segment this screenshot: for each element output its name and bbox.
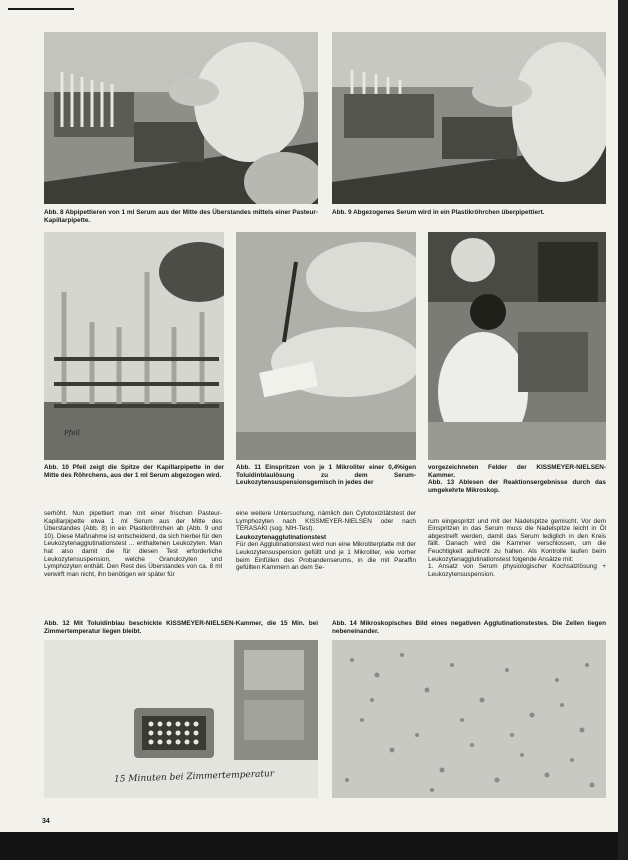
caption-abb14: Abb. 14 Mikroskopisches Bild eines negativen Agglutinationstestes. Die Zellen liegen nebeneinander. [332, 620, 606, 635]
photo-abb14 [332, 640, 606, 798]
caption-abb8: Abb. 8 Abpipettieren von 1 ml Serum aus der Mitte des Überstandes mittels einer Pasteur-Kapillarpipette. [44, 209, 318, 224]
handwritten-note: 15 Minuten bei Zimmertemperatur [113, 769, 275, 785]
photo-abb10 [44, 232, 224, 460]
caption-abb13: Abb. 13 Ablesen der Reaktionsergebnisse durch das umgekehrte Mikroskop. [428, 479, 606, 494]
body-column-1 [44, 510, 222, 578]
caption-abb9: Abb. 9 Abgezogenes Serum wird in ein Plastikröhrchen überpipettiert. [332, 209, 545, 216]
caption-abb11: Abb. 11 Einspritzen von je 1 Mikroliter einer 0,4%igen Toluidinblaulösung zu dem Serum-Leukozytensuspensionsgemisch in jedes der [236, 464, 416, 487]
caption-abb10: Abb. 10 Pfeil zeigt die Spitze der Kapillarpipette in der Mitte des Röhrchens, aus der 1 ml Serum abgezogen wird. [44, 464, 224, 479]
scan-edge-bottom [0, 832, 628, 860]
photo-abb13 [428, 232, 606, 460]
body-text-2a: eine weitere Untersuchung, nämlich den Cytotoxizitätstest der Lymphozyten nach KISSMEYER-NIELSEN oder nach TERASAKI (sog. NIH-Test). [236, 510, 416, 533]
body-column-2 [236, 510, 416, 572]
caption-abb11-continued: vorgezeichneten Felder der KISSMEYER-NIELSEN-Kammer. [428, 464, 606, 479]
scan-edge-right [618, 0, 628, 860]
body-text-3: rum eingespritzt und mit der Nadelspitze gemischt. Vor dem Einspritzen in das Serum muss die Nadelspitze leicht in Öl abgestreift werden, damit das Serum lediglich in den Kreis fällt. Danach wird die Kammer verschlossen, um die Feuchtigkeit aufrecht zu halten. Als Kontrolle laufen beim Leukozytenagglutinationstest folgende Ansätze mit: 1. Ansatz von Serum physiologischer Kochsalzlösung + Leukozytensuspension. [428, 517, 606, 578]
page-number: 34 [42, 818, 50, 825]
body-column-3 [428, 510, 606, 586]
photo-abb9 [332, 32, 606, 204]
photo-abb11 [236, 232, 416, 460]
section-heading: Leukozytenagglutinationstest [236, 533, 327, 541]
header-rule [8, 8, 74, 10]
body-text-2b: Für den Agglutinationstest wird nun eine Mikrotiterplatte mit der Leukozytensuspension gefüllt und je 1 Mikroliter, wie vorher beim Einfüllen des Probandenserums, in die mit Paraffin gefüllten Kammern an dem Se- [236, 541, 416, 572]
caption-abb12: Abb. 12 Mit Toluidinblau beschickte KISSMEYER-NIELSEN-Kammer, die 15 Min. bei Zimmertemperatur liegen bleibt. [44, 620, 318, 635]
body-text-1: serhöht. Nun pipettiert man mit einer frischen Pasteur-Kapillarpipette etwa 1 ml Serum aus der Mitte des Überstandes (Abb. 8) in ein Plastikröhrchen ab (Abb. 9 und 10). Diese Maßnahme ist entscheidend, da sich hierbei für den Leukozytenagglutinationstest ... enthaltenen Leukozyten. Man hat also damit die für diesen Test erforderliche Leukozytensuspension, welche Granulozyten und Lymphozyten enthält. Den Rest des Überstandes von ca. 8 ml verwirft man nicht, ihn benötigen wir später für [44, 510, 222, 578]
caption-column-right [428, 464, 606, 494]
photo-abb8 [44, 32, 318, 204]
arrow-label: Pfeil [63, 428, 81, 438]
photo-abb12 [44, 640, 318, 798]
